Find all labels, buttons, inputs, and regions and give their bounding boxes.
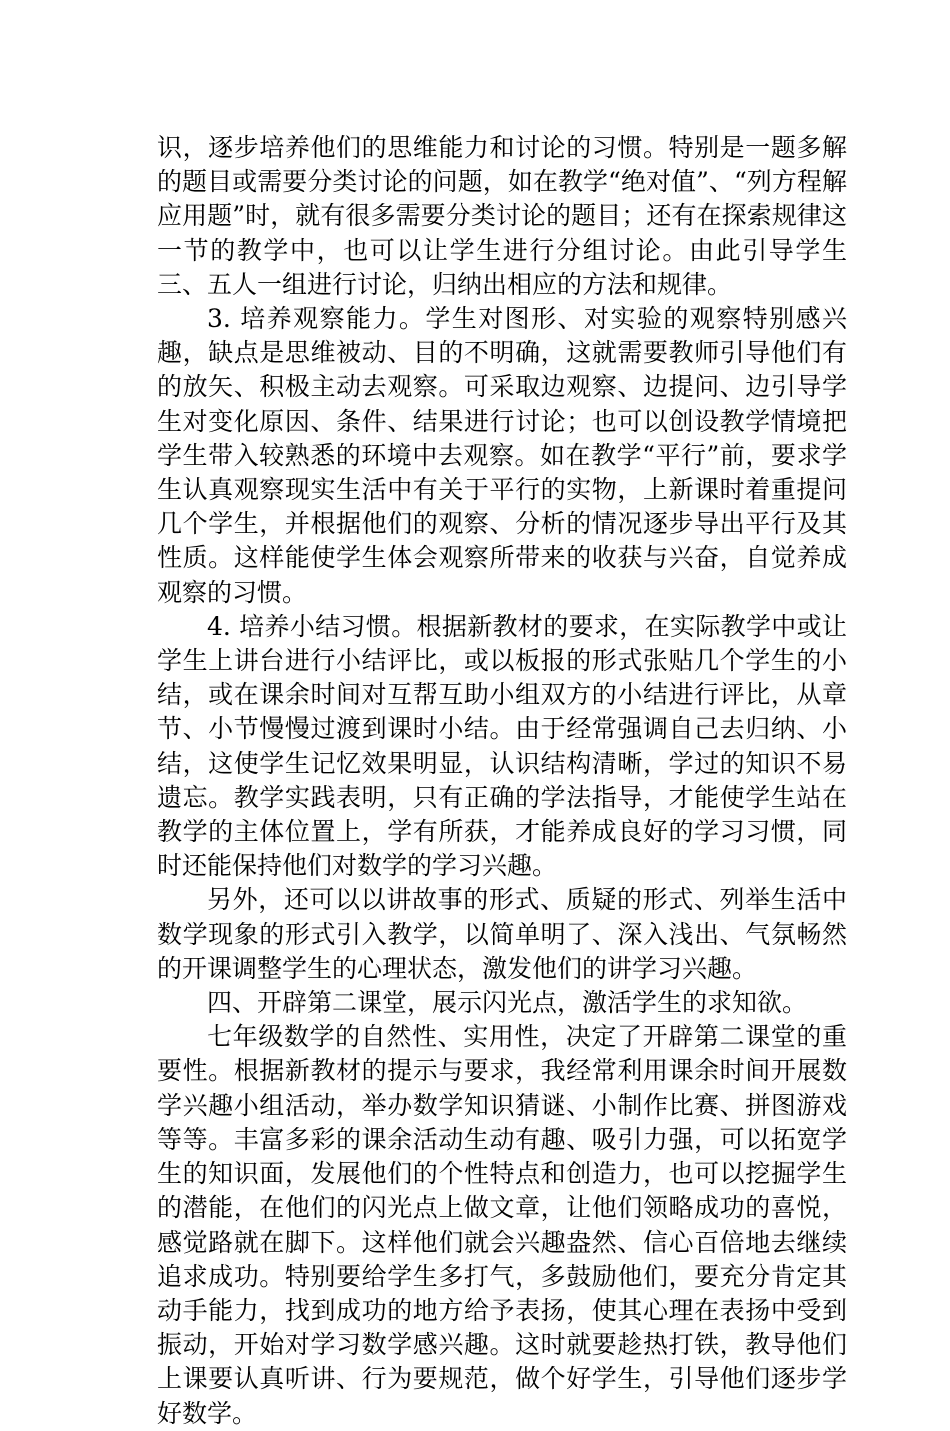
paragraph-continuation: 识，逐步培养他们的思维能力和讨论的习惯。特别是一题多解的题目或需要分类讨论的问题，如在教学“绝对值”、“列方程解应用题”时，就有很多需要分类讨论的题目；还有在探索规律这一节的教学中，也可以让学生进行分组讨论。由此引导学生三、五人一组进行讨论，归纳出相应的方法和规律。 — [157, 133, 847, 299]
paragraph-other-methods: 另外，还可以以讲故事的形式、质疑的形式、列举生活中数学现象的形式引入教学，以简单明了、深入浅出、气氛畅然的开课调整学生的心理状态，激发他们的讲学习兴趣。 — [157, 885, 847, 983]
section-heading-second-classroom: 四、开辟第二课堂，展示闪光点，激活学生的求知欲。 — [207, 988, 808, 1018]
paragraph-second-classroom: 七年级数学的自然性、实用性，决定了开辟第二课堂的重要性。根据新教材的提示与要求，我经常利用课余时间开展数学兴趣小组活动，举办数学知识猜谜、小制作比赛、拼图游戏等等。丰富多彩的课余活动生动有趣、吸引力强，可以拓宽学生的知识面，发展他们的个性特点和创造力，也可以挖掘学生的潜能，在他们的闪光点上做文章，让他们领略成功的喜悦，感觉路就在脚下。这样他们就会兴趣盎然、信心百倍地去继续追求成功。特别要给学生多打气，多鼓励他们，要充分肯定其动手能力，找到成功的地方给予表扬，使其心理在表扬中受到振动，开始对学习数学感兴趣。这时就要趁热打铁，教导他们上课要认真听讲、行为要规范，做个好学生，引导他们逐步学好数学。 — [157, 1022, 847, 1428]
paragraph-observation-ability: 3. 培养观察能力。学生对图形、对实验的观察特别感兴趣，缺点是思维被动、目的不明确，这就需要教师引导他们有的放矢、积极主动去观察。可采取边观察、边提问、边引导学生对变化原因、条件、结果进行讨论；也可以创设教学情境把学生带入较熟悉的环境中去观察。如在教学“平行”前，要求学生认真观察现实生活中有关于平行的实物，上新课时着重提问几个学生，并根据他们的观察、分析的情况逐步导出平行及其性质。这样能使学生体会观察所带来的收获与兴奋，自觉养成观察的习惯。 — [157, 304, 847, 607]
paragraph-summary-habit: 4. 培养小结习惯。根据新教材的要求，在实际教学中或让学生上讲台进行小结评比，或以板报的形式张贴几个学生的小结，或在课余时间对互帮互助小组双方的小结进行评比，从章节、小节慢慢过渡到课时小结。由于经常强调自己去归纳、小结，这使学生记忆效果明显，认识结构清晰，学过的知识不易遗忘。教学实践表明，只有正确的学法指导，才能使学生站在教学的主体位置上，学有所获，才能养成良好的学习习惯，同时还能保持他们对数学的学习兴趣。 — [157, 611, 847, 881]
document-body — [157, 131, 847, 1431]
